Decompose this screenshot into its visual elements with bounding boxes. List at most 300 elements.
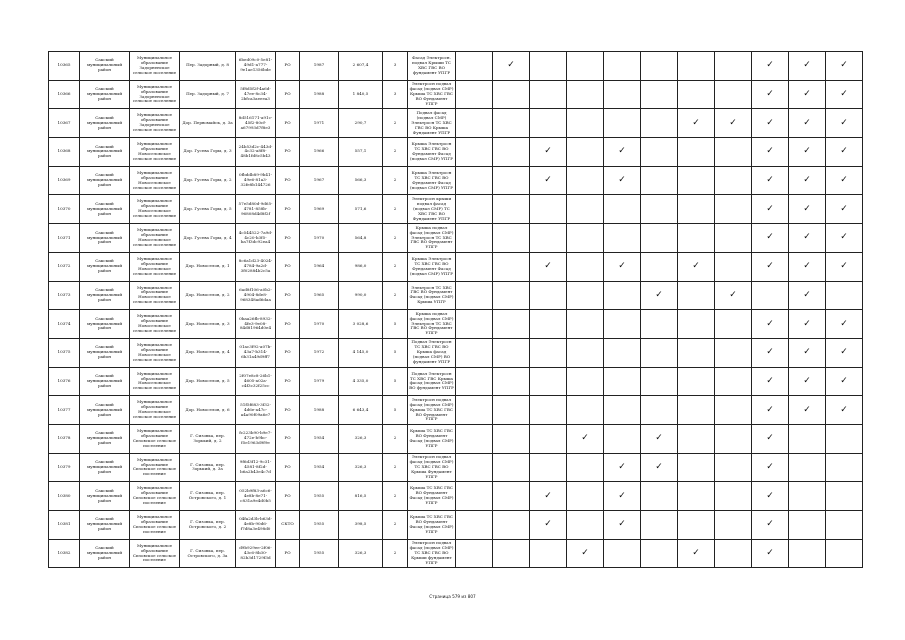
cell-fo: РО	[276, 109, 300, 138]
work-mark-cell	[678, 224, 715, 253]
cell-address: Дор. Первомайск, д. 3а	[180, 109, 236, 138]
cell-address: Пер. Задорный, д. 8	[180, 52, 236, 81]
work-mark-cell	[530, 511, 567, 540]
work-mark-cell	[826, 252, 863, 281]
work-mark-cell	[456, 511, 493, 540]
work-mark-cell	[456, 424, 493, 453]
cell-area: 816,5	[339, 482, 383, 511]
cell-year: 1988	[300, 80, 339, 109]
work-mark-cell	[493, 482, 530, 511]
cell-settlement: Муниципальное образование Новоселовское сельское поселение	[130, 252, 180, 281]
work-mark-cell	[567, 338, 604, 367]
cell-fo: РО	[276, 424, 300, 453]
checkmark-icon: ✓	[803, 404, 811, 415]
cell-address: Дор. Гусева Горы, д. 5	[180, 195, 236, 224]
work-mark-cell	[456, 252, 493, 281]
cell-fo: РО	[276, 138, 300, 167]
cell-year: 1967	[300, 166, 339, 195]
work-mark-cell	[789, 453, 826, 482]
work-mark-cell	[456, 80, 493, 109]
work-mark-cell	[752, 310, 789, 339]
cell-address: Дор. Новоселов, д. 3	[180, 310, 236, 339]
work-mark-cell	[493, 539, 530, 568]
work-mark-cell	[456, 539, 493, 568]
table-row	[49, 224, 863, 253]
work-mark-cell	[604, 424, 641, 453]
checkmark-icon: ✓	[766, 60, 774, 71]
checkmark-icon: ✓	[692, 548, 700, 559]
work-mark-cell	[567, 310, 604, 339]
checkmark-icon: ✓	[840, 89, 848, 100]
cell-id: 10375	[49, 338, 80, 367]
work-mark-cell	[456, 396, 493, 425]
cell-district: Сакский муниципальный район	[80, 424, 130, 453]
work-mark-cell	[604, 310, 641, 339]
checkmark-icon: ✓	[766, 175, 774, 186]
cell-fo: РО	[276, 310, 300, 339]
table-row	[49, 453, 863, 482]
work-mark-cell	[678, 338, 715, 367]
work-mark-cell	[752, 281, 789, 310]
cell-area: 2 607,4	[339, 52, 383, 81]
cell-floors: 5	[383, 367, 408, 396]
checkmark-icon: ✓	[692, 117, 700, 128]
cell-settlement: Муниципальное образование Новоселовское сельское поселение	[130, 166, 180, 195]
cell-id: 10377	[49, 396, 80, 425]
work-mark-cell	[530, 80, 567, 109]
work-mark-cell	[715, 195, 752, 224]
work-mark-cell	[493, 224, 530, 253]
checkmark-icon: ✓	[766, 433, 774, 444]
work-mark-cell	[752, 367, 789, 396]
work-mark-cell	[826, 195, 863, 224]
cell-works: Фасад Электросн. подвал Крыши ТС ХВС ГВС ВО фундамент УПГР	[408, 52, 456, 81]
checkmark-icon: ✓	[729, 289, 737, 300]
cell-works: Крыша Электросн ТС ХВС ГВС ВО Фундамент Фасад (подвал СМР) УПГР	[408, 138, 456, 167]
cell-address: Г. Сизовка, пер. Зорький, д. 3а	[180, 453, 236, 482]
cell-address: Г. Сизовка, пер. Зорький, д. 2	[180, 424, 236, 453]
cell-id: 10366	[49, 80, 80, 109]
work-mark-cell	[678, 109, 715, 138]
cell-district: Сакский муниципальный район	[80, 539, 130, 568]
checkmark-icon: ✓	[803, 232, 811, 243]
table-row	[49, 138, 863, 167]
work-mark-cell	[678, 482, 715, 511]
checkmark-icon: ✓	[840, 60, 848, 71]
table-row	[49, 310, 863, 339]
work-mark-cell	[493, 166, 530, 195]
work-mark-cell	[752, 195, 789, 224]
work-mark-cell	[678, 539, 715, 568]
checkmark-icon: ✓	[840, 375, 848, 386]
cell-year: 1970	[300, 224, 339, 253]
work-mark-cell	[826, 109, 863, 138]
work-mark-cell	[567, 109, 604, 138]
work-mark-cell	[493, 310, 530, 339]
work-mark-cell	[715, 166, 752, 195]
cell-floors: 2	[383, 252, 408, 281]
work-mark-cell	[456, 338, 493, 367]
cell-year: 1972	[300, 338, 339, 367]
work-mark-cell	[641, 166, 678, 195]
cell-settlement: Муниципальное образование Новоселовское сельское поселение	[130, 396, 180, 425]
work-mark-cell	[530, 424, 567, 453]
cell-works: Подвал Электросн ТС ХВС ГВС ВО Крыша фасад (подвал СМР) ВО фундамент УПГР	[408, 338, 456, 367]
work-mark-cell	[678, 453, 715, 482]
work-mark-cell	[789, 166, 826, 195]
cell-settlement: Муниципальное образование Сизовское сельское поселение	[130, 453, 180, 482]
cell-settlement: Муниципальное образование Задорненское сельское поселение	[130, 109, 180, 138]
checkmark-icon: ✓	[618, 261, 626, 272]
table-row	[49, 396, 863, 425]
work-mark-cell	[752, 224, 789, 253]
work-mark-cell	[604, 281, 641, 310]
cell-works: Крыша подвал фасад (подвал СМР) Электросн ТС ХВС ГВС ВО Фундамент УПГР	[408, 224, 456, 253]
checkmark-icon: ✓	[766, 146, 774, 157]
cell-floors: 2	[383, 138, 408, 167]
checkmark-icon: ✓	[840, 146, 848, 157]
cell-id: 10367	[49, 109, 80, 138]
cell-district: Сакский муниципальный район	[80, 281, 130, 310]
cell-code: 0fbddb89-9b41-49e6-81a3-32fe8b144726	[236, 166, 276, 195]
checkmark-icon: ✓	[766, 404, 774, 415]
work-mark-cell	[789, 424, 826, 453]
cell-works: Крыша Электросн ТС ХВС ГВС ВО Фундамент Фасад (подвал СМР) УПГР	[408, 252, 456, 281]
work-mark-cell	[567, 195, 604, 224]
cell-district: Сакский муниципальный район	[80, 195, 130, 224]
work-mark-cell	[826, 367, 863, 396]
work-mark-cell	[493, 109, 530, 138]
work-mark-cell	[641, 367, 678, 396]
work-mark-cell	[752, 511, 789, 540]
cell-code: 5f8d5f2f-4a6d-47ee-8c34-2bfca3aeeea3	[236, 80, 276, 109]
cell-fo: РО	[276, 52, 300, 81]
work-mark-cell	[789, 52, 826, 81]
work-mark-cell	[567, 224, 604, 253]
cell-works: Электросн подвал фасад (подвал СМР) Крыша ТС ХВС ГВС ВО Фундамент УПГР	[408, 396, 456, 425]
checkmark-icon: ✓	[803, 117, 811, 128]
cell-address: Г. Сизовка, пер. Островского, д. 1	[180, 482, 236, 511]
cell-code: 2f07e8c8-26b1-4605-a02a-c4f3c32f25cc	[236, 367, 276, 396]
cell-settlement: Муниципальное образование Новоселовское сельское поселение	[130, 310, 180, 339]
cell-address: Дор. Новоселов, д. 5	[180, 367, 236, 396]
checkmark-icon: ✓	[692, 261, 700, 272]
cell-floors: 3	[383, 52, 408, 81]
cell-district: Сакский муниципальный район	[80, 453, 130, 482]
table-row	[49, 252, 863, 281]
work-mark-cell	[641, 52, 678, 81]
work-mark-cell	[567, 511, 604, 540]
work-mark-cell	[604, 224, 641, 253]
work-mark-cell	[604, 52, 641, 81]
checkmark-icon: ✓	[766, 461, 774, 472]
cell-id: 10373	[49, 281, 80, 310]
cell-address: Дор. Гусева Горы, д. 2	[180, 166, 236, 195]
checkmark-icon: ✓	[544, 175, 552, 186]
table-row	[49, 367, 863, 396]
work-mark-cell	[678, 281, 715, 310]
cell-floors: 2	[383, 195, 408, 224]
checkmark-icon: ✓	[766, 261, 774, 272]
cell-year: 1964	[300, 252, 339, 281]
cell-address: Дор. Новоселов, д. 1	[180, 252, 236, 281]
work-mark-cell	[715, 424, 752, 453]
cell-fo: РО	[276, 338, 300, 367]
work-mark-cell	[493, 453, 530, 482]
checkmark-icon: ✓	[840, 175, 848, 186]
table-row	[49, 281, 863, 310]
work-mark-cell	[456, 367, 493, 396]
cell-settlement: Муниципальное образование Новоселовское сельское поселение	[130, 281, 180, 310]
work-mark-cell	[641, 109, 678, 138]
work-mark-cell	[826, 52, 863, 81]
cell-address: Г. Сизовка, пер. Островского, д. 2	[180, 511, 236, 540]
cell-id: 10372	[49, 252, 80, 281]
checkmark-icon: ✓	[507, 60, 515, 71]
cell-area: 1 840,5	[339, 80, 383, 109]
checkmark-icon: ✓	[581, 548, 589, 559]
checkmark-icon: ✓	[618, 519, 626, 530]
cell-settlement: Муниципальное образование Новоселовское сельское поселение	[130, 338, 180, 367]
work-mark-cell	[530, 338, 567, 367]
cell-code: d9b929ee-2f06-43c6-8b30-82b3d1729f3d	[236, 539, 276, 568]
cell-year: 1970	[300, 310, 339, 339]
work-mark-cell	[752, 424, 789, 453]
cell-district: Сакский муниципальный район	[80, 482, 130, 511]
work-mark-cell	[715, 367, 752, 396]
cell-settlement: Муниципальное образование Сизовское сельское поселение	[130, 511, 180, 540]
cell-year: 1979	[300, 367, 339, 396]
work-mark-cell	[789, 539, 826, 568]
checkmark-icon: ✓	[840, 232, 848, 243]
work-mark-cell	[752, 396, 789, 425]
cell-area: 564,8	[339, 224, 383, 253]
work-mark-cell	[826, 453, 863, 482]
work-mark-cell	[530, 281, 567, 310]
work-mark-cell	[641, 482, 678, 511]
cell-address: Г. Сизовка, пер. Островского, д. 3а	[180, 539, 236, 568]
cell-fo: РО	[276, 281, 300, 310]
cell-floors: 2	[383, 482, 408, 511]
work-mark-cell	[530, 195, 567, 224]
cell-id: 10370	[49, 195, 80, 224]
cell-code: 57e5d80d-9d65-4781-858b-96808d4d8f2f	[236, 195, 276, 224]
cell-address: Дор. Новоселов, д. 2	[180, 281, 236, 310]
work-mark-cell	[789, 80, 826, 109]
work-mark-cell	[826, 424, 863, 453]
cell-settlement: Муниципальное образование Новоселовское сельское поселение	[130, 224, 180, 253]
cell-area: 326,3	[339, 424, 383, 453]
work-mark-cell	[567, 52, 604, 81]
cell-floors: 5	[383, 396, 408, 425]
checkmark-icon: ✓	[803, 261, 811, 272]
work-mark-cell	[752, 166, 789, 195]
work-mark-cell	[456, 310, 493, 339]
checkmark-icon: ✓	[803, 375, 811, 386]
table-row	[49, 511, 863, 540]
table-row	[49, 195, 863, 224]
work-mark-cell	[715, 453, 752, 482]
cell-fo: РО	[276, 453, 300, 482]
work-mark-cell	[530, 396, 567, 425]
work-mark-cell	[715, 80, 752, 109]
work-mark-cell	[567, 482, 604, 511]
work-mark-cell	[752, 52, 789, 81]
checkmark-icon: ✓	[766, 232, 774, 243]
work-mark-cell	[530, 453, 567, 482]
cell-district: Сакский муниципальный район	[80, 224, 130, 253]
cell-works: Электросн подвал фасад (подвал СМР) ТС ХВС ГВС ВО Крыши фундамент УПГР	[408, 539, 456, 568]
cell-works: Крыша Электросн ТС ХВС ГВС ВО Фундамент Фасад (подвал СМР) УПГР	[408, 166, 456, 195]
cell-floors: 2	[383, 281, 408, 310]
work-mark-cell	[567, 138, 604, 167]
cell-settlement: Муниципальное образование Новоселовское сельское поселение	[130, 195, 180, 224]
checkmark-icon: ✓	[766, 347, 774, 358]
work-mark-cell	[530, 482, 567, 511]
page-footer: Страница 579 из 807	[429, 594, 476, 599]
work-mark-cell	[456, 109, 493, 138]
work-mark-cell	[604, 539, 641, 568]
work-mark-cell	[567, 453, 604, 482]
work-mark-cell	[789, 195, 826, 224]
work-mark-cell	[641, 80, 678, 109]
cell-settlement: Муниципальное образование Сизовское сельское поселение	[130, 424, 180, 453]
cell-area: 571,6	[339, 195, 383, 224]
work-mark-cell	[789, 396, 826, 425]
cell-district: Сакский муниципальный район	[80, 396, 130, 425]
table-row	[49, 338, 863, 367]
work-mark-cell	[493, 511, 530, 540]
work-mark-cell	[493, 252, 530, 281]
work-mark-cell	[530, 224, 567, 253]
cell-area: 566,3	[339, 166, 383, 195]
cell-code: 24b53d2c-443d-4c32-a8f8-48b1fd8c5b43	[236, 138, 276, 167]
cell-district: Сакский муниципальный район	[80, 52, 130, 81]
cell-floors: 2	[383, 453, 408, 482]
cell-year: 1988	[300, 396, 339, 425]
cell-district: Сакский муниципальный район	[80, 310, 130, 339]
work-mark-cell	[567, 80, 604, 109]
cell-floors: 5	[383, 338, 408, 367]
cell-address: Дор. Новоселов, д. 4	[180, 338, 236, 367]
cell-district: Сакский муниципальный район	[80, 166, 130, 195]
cell-settlement: Муниципальное образование Новоселовское сельское поселение	[130, 138, 180, 167]
cell-floors: 2	[383, 539, 408, 568]
work-mark-cell	[456, 195, 493, 224]
work-mark-cell	[826, 310, 863, 339]
cell-works: Электросн подвал фасад (подвал СМР) Крыша ТС ХВС ГВС ВО Фундамент УПГР	[408, 80, 456, 109]
cell-id: 10382	[49, 539, 80, 568]
work-mark-cell	[493, 396, 530, 425]
register-table	[48, 51, 863, 568]
work-mark-cell	[604, 482, 641, 511]
checkmark-icon: ✓	[581, 433, 589, 444]
cell-address: Дор. Гусева Горы, д. 3	[180, 138, 236, 167]
cell-fo: РО	[276, 80, 300, 109]
checkmark-icon: ✓	[766, 318, 774, 329]
cell-works: Электросн подвал фасад (подвал СМР) ТС ХВС ГВС ВО Крыша Фундамент УПГР	[408, 453, 456, 482]
work-mark-cell	[826, 511, 863, 540]
checkmark-icon: ✓	[618, 175, 626, 186]
work-mark-cell	[678, 252, 715, 281]
work-mark-cell	[641, 281, 678, 310]
checkmark-icon: ✓	[729, 117, 737, 128]
work-mark-cell	[641, 138, 678, 167]
checkmark-icon: ✓	[803, 347, 811, 358]
checkmark-icon: ✓	[544, 261, 552, 272]
checkmark-icon: ✓	[840, 261, 848, 272]
checkmark-icon: ✓	[803, 60, 811, 71]
work-mark-cell	[789, 281, 826, 310]
cell-floors: 2	[383, 511, 408, 540]
work-mark-cell	[530, 138, 567, 167]
cell-works: Крыша ТС ХВС ГВС ВО Фундамент Фасад (подвал СМР) УПГР	[408, 482, 456, 511]
checkmark-icon: ✓	[544, 490, 552, 501]
table-row	[49, 166, 863, 195]
cell-year: 1987	[300, 52, 339, 81]
work-mark-cell	[493, 424, 530, 453]
work-mark-cell	[530, 252, 567, 281]
work-mark-cell	[715, 310, 752, 339]
cell-fo: РО	[276, 396, 300, 425]
checkmark-icon: ✓	[655, 433, 663, 444]
work-mark-cell	[641, 396, 678, 425]
checkmark-icon: ✓	[766, 203, 774, 214]
cell-code: 9f6d3f12-9c31-4581-8f2d-b6a2b43e4c7d	[236, 453, 276, 482]
checkmark-icon: ✓	[840, 404, 848, 415]
checkmark-icon: ✓	[655, 461, 663, 472]
cell-works: Крыша подвал фасад (подвал СМР) Электросн ТС ХВС ГВС ВО Фундамент УПГР	[408, 310, 456, 339]
work-mark-cell	[789, 224, 826, 253]
cell-fo: РО	[276, 539, 300, 568]
cell-year: 1954	[300, 424, 339, 453]
checkmark-icon: ✓	[840, 318, 848, 329]
cell-id: 10376	[49, 367, 80, 396]
work-mark-cell	[641, 224, 678, 253]
work-mark-cell	[678, 424, 715, 453]
work-mark-cell	[456, 138, 493, 167]
cell-floors: 2	[383, 109, 408, 138]
work-mark-cell	[604, 80, 641, 109]
work-mark-cell	[530, 539, 567, 568]
cell-district: Сакский муниципальный район	[80, 138, 130, 167]
cell-year: 1955	[300, 511, 339, 540]
checkmark-icon: ✓	[803, 203, 811, 214]
cell-district: Сакский муниципальный район	[80, 367, 130, 396]
work-mark-cell	[752, 109, 789, 138]
work-mark-cell	[678, 511, 715, 540]
cell-year: 1969	[300, 195, 339, 224]
cell-works: Крыша ТС ХВС ГВС ВО Фундамент Фасад (подвал СМР) УПГР	[408, 511, 456, 540]
cell-area: 4 145,0	[339, 338, 383, 367]
work-mark-cell	[678, 138, 715, 167]
work-mark-cell	[752, 453, 789, 482]
cell-year: 1954	[300, 453, 339, 482]
work-mark-cell	[826, 338, 863, 367]
work-mark-cell	[604, 511, 641, 540]
checkmark-icon: ✓	[840, 117, 848, 128]
work-mark-cell	[715, 396, 752, 425]
checkmark-icon: ✓	[803, 146, 811, 157]
cell-id: 10365	[49, 52, 80, 81]
checkmark-icon: ✓	[840, 347, 848, 358]
cell-area: 6 643,4	[339, 396, 383, 425]
cell-settlement: Муниципальное образование Новоселовское сельское поселение	[130, 367, 180, 396]
work-mark-cell	[604, 367, 641, 396]
table-row	[49, 109, 863, 138]
work-mark-cell	[826, 482, 863, 511]
work-mark-cell	[715, 252, 752, 281]
